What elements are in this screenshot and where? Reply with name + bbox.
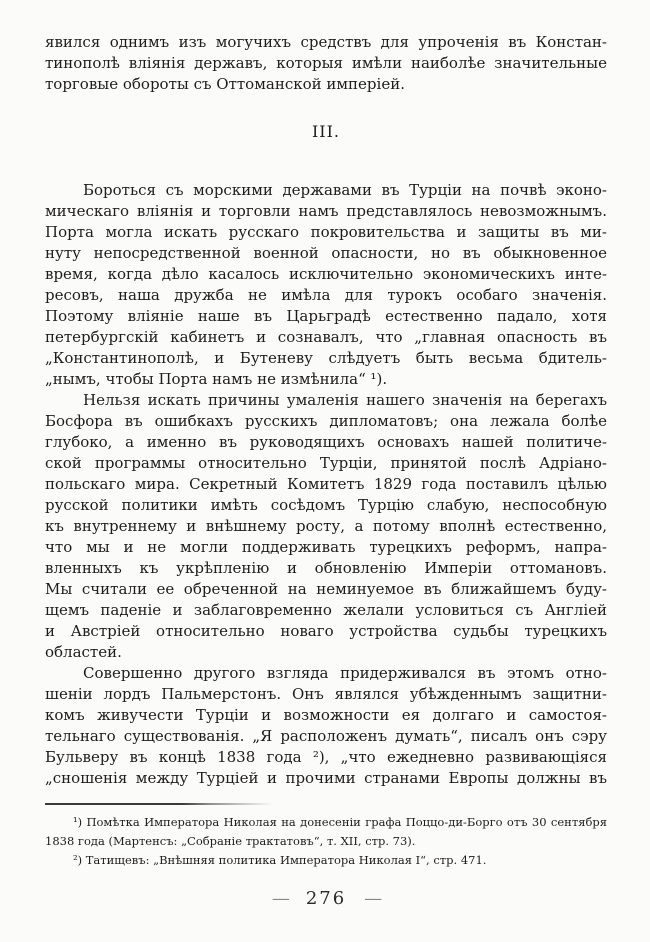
text-line: что мы и не могли поддерживать турецкихъ реформъ, напра- xyxy=(45,538,607,556)
text-line: польскаго мира. Секретный Комитетъ 1829 года поставилъ цѣлью xyxy=(45,475,607,493)
text-line: Босфора въ ошибкахъ русскихъ дипломатовъ; она лежала болѣе xyxy=(45,412,607,430)
text-line: щемъ паденіе и заблаговременно желали условиться съ Англіей xyxy=(45,601,607,619)
text-line: тинополѣ вліянія державъ, которыя имѣли наиболѣе значительные xyxy=(45,54,607,72)
text-line: тельнаго существованія. „Я расположенъ думать“, писалъ онъ сэру xyxy=(45,727,607,745)
page-number-dash-left: — xyxy=(271,888,288,909)
text-line: ресовъ, наша дружба не имѣла для турокъ особаго значенія. xyxy=(45,286,607,304)
footnote-line: 1838 года (Мартенсъ: „Собраніе трактатовъ“, т. XII, стр. 73). xyxy=(45,834,416,848)
opening-paragraph xyxy=(45,32,607,95)
text-line: вленныхъ къ укрѣпленію и обновленію Имперіи оттомановъ. xyxy=(45,559,607,577)
page-body xyxy=(45,32,607,789)
footnote-line: ²) Татищевъ: „Внѣшняя политика Императора Николая I“, стр. 471. xyxy=(73,853,487,867)
text-line: Бороться съ морскими державами въ Турціи на почвѣ эконо- xyxy=(83,181,607,199)
text-line: „Константинополѣ, и Бутеневу слѣдуетъ быть весьма бдитель- xyxy=(45,349,607,367)
text-line: и Австріей относительно новаго устройства судьбы турецкихъ xyxy=(45,622,607,640)
footnotes xyxy=(45,813,607,870)
paragraph xyxy=(45,390,607,663)
text-line: Совершенно другого взгляда придерживался въ этомъ отно- xyxy=(83,664,607,682)
text-line: Мы считали ее обреченной на неминуемое въ ближайшемъ буду- xyxy=(45,580,607,598)
text-line: петербургскій кабинетъ и сознавалъ, что „главная опасность въ xyxy=(45,328,607,346)
footnote-separator-rule xyxy=(45,803,273,805)
text-line: явился однимъ изъ могучихъ средствъ для упроченія въ Констан- xyxy=(45,33,607,51)
text-line: русской политики имѣть сосѣдомъ Турцію слабую, неспособную xyxy=(45,496,607,514)
text-line: мическаго вліянія и торговли намъ представлялось невозможнымъ. xyxy=(45,202,607,220)
page-number-value: 276 xyxy=(305,888,347,909)
text-line: комъ живучести Турціи и возможности ея долгаго и самостоя- xyxy=(45,706,607,724)
text-line: глубоко, а именно въ руководящихъ основахъ нашей политиче- xyxy=(45,433,607,451)
text-line: время, когда дѣло касалось исключительно экономическихъ инте- xyxy=(45,265,607,283)
text-line: „нымъ, чтобы Порта намъ не измѣнила“ ¹). xyxy=(45,370,388,388)
paragraph xyxy=(45,32,607,95)
main-paragraphs xyxy=(45,180,607,789)
page-number xyxy=(45,888,607,909)
text-line: Нельзя искать причины умаленія нашего значенія на берегахъ xyxy=(83,391,607,409)
text-line: Бульверу въ концѣ 1838 года ²), „что ежедневно развивающіяся xyxy=(45,748,607,766)
text-line: нуту непосредственной военной опасности, но въ обыкновенное xyxy=(45,244,607,262)
section-heading: III. xyxy=(311,122,341,141)
text-line: къ внутреннему и внѣшнему росту, а потому вполнѣ естественно, xyxy=(45,517,607,535)
text-line: торговые обороты съ Оттоманской имперіей. xyxy=(45,75,405,93)
text-line: Поэтому вліяніе наше въ Царьградѣ естественно падало, хотя xyxy=(45,307,607,325)
text-line: Порта могла искать русскаго покровительства и защиты въ ми- xyxy=(45,223,607,241)
text-line: „сношенія между Турціей и прочими странами Европы должны въ xyxy=(45,769,607,787)
text-line: областей. xyxy=(45,643,122,661)
paragraph xyxy=(45,663,607,789)
text-line: шеніи лордъ Пальмерстонъ. Онъ являлся убѣжденнымъ защитни- xyxy=(45,685,607,703)
paragraph xyxy=(45,180,607,390)
footnote-line: ¹) Помѣтка Императора Николая на донесеніи графа Поццо-ди-Борго отъ 30 сентября xyxy=(73,815,607,829)
text-line: ской программы относительно Турціи, принятой послѣ Адріано- xyxy=(45,454,607,472)
page-number-dash-right: — xyxy=(364,888,381,909)
